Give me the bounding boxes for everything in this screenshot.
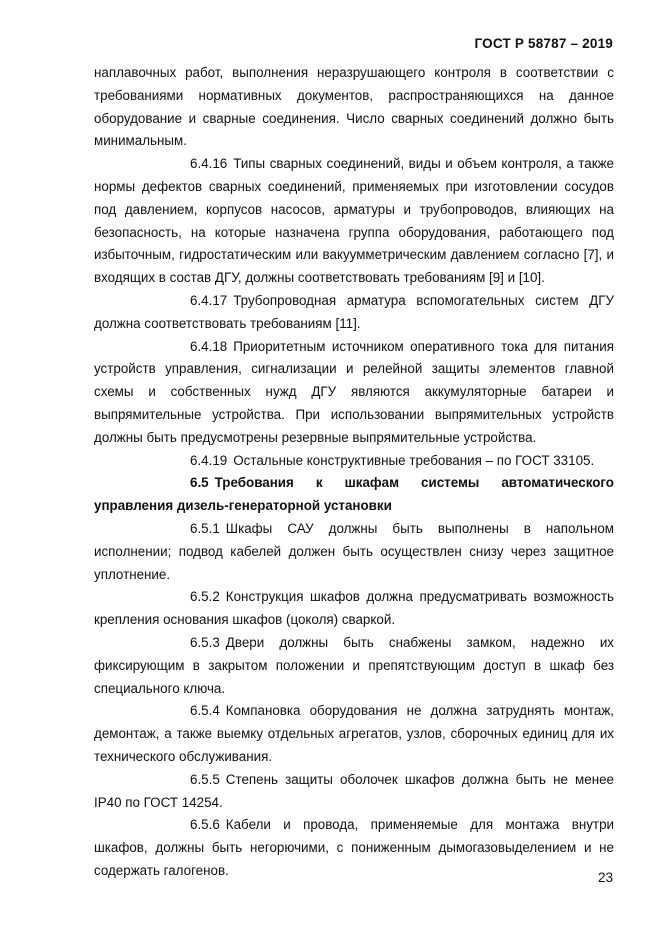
clause-number: 6.4.19 (190, 452, 228, 468)
clause-number: 6.4.17 (190, 292, 228, 308)
clause-text: Остальные конструктивные требования – по ГОСТ 33105. (233, 452, 595, 468)
clause-number: 6.5.6 (190, 817, 220, 833)
continuation-paragraph: наплавочных работ, выполнения неразрушающего контроля в соответствии с требованиями нормативных документов, распространяющихся на данное оборудование и сварные соединения. Число сварных соединений должно быть минимальным. (94, 65, 614, 149)
clause-text: Трубопроводная арматура вспомогательных систем ДГУ должна соответствовать требованиям [11]. (94, 292, 614, 331)
document-header: ГОСТ Р 58787 – 2019 (474, 36, 613, 51)
clause-6-4-17 (94, 290, 614, 336)
clause-number: 6.4.16 (190, 156, 228, 172)
clause-text: Конструкция шкафов должна предусматривать возможность крепления основания шкафов (цоколя) сваркой. (94, 589, 614, 628)
section-title: Требования к шкафам системы автоматического управления дизель-генераторной установки (94, 475, 614, 514)
clause-number: 6.5.4 (190, 703, 220, 719)
clause-number: 6.4.18 (190, 338, 228, 354)
clause-6-5-5 (94, 769, 614, 815)
section-heading-6-5 (94, 472, 614, 518)
clause-6-5-1 (94, 518, 614, 586)
clause-6-4-18 (94, 336, 614, 450)
clause-number: 6.5.5 (190, 771, 220, 787)
clause-text: Типы сварных соединений, виды и объем контроля, а также нормы дефектов сварных соединений, применяемых при изготовлении сосудов под давлением, корпусов насосов, арматуры и трубопроводов, влияющих на безопасность, на которые назначена группа оборудования, работающего под избыточным, гидростатическим или вакуумметрическим давлением согласно [7], и входящих в состав ДГУ, должны соответствовать требованиям [9] и [10]. (94, 156, 614, 286)
clause-6-4-19 (94, 450, 614, 473)
clause-text: Компановка оборудования не должна затруднять монтаж, демонтаж, а также выемку отдельных агрегатов, узлов, сборочных единиц для их технического обслуживания. (94, 703, 614, 764)
clause-number: 6.5.3 (190, 634, 220, 650)
clause-text: Шкафы САУ должны быть выполнены в напольном исполнении; подвод кабелей должен быть осуществлен снизу через защитное уплотнение. (94, 520, 614, 582)
clause-6-5-6 (94, 814, 614, 882)
clause-text: Приоритетным источником оперативного тока для питания устройств управления, сигнализации и релейной защиты элементов главной схемы и собственных нужд ДГУ являются аккумуляторные батареи и выпрямительные устройства. При использовании выпрямительных устройств должны быть предусмотрены резервные выпрямительные устройства. (94, 338, 614, 445)
clause-6-5-3 (94, 632, 614, 700)
page-number: 23 (597, 870, 613, 885)
clause-6-4-16 (94, 153, 614, 290)
clause-6-5-2 (94, 586, 614, 632)
clause-text: Степень защиты оболочек шкафов должна быть не менее IP40 по ГОСТ 14254. (94, 771, 614, 810)
clause-text: Кабели и провода, применяемые для монтажа внутри шкафов, должны быть негорючими, с пониженным дымогазовыделением и не содержать галогенов. (94, 817, 614, 878)
section-number: 6.5 (190, 475, 209, 491)
clause-number: 6.5.2 (190, 589, 220, 605)
clause-number: 6.5.1 (190, 520, 220, 536)
clause-text: Двери должны быть снабжены замком, надежно их фиксирующим в закрытом положении и препятствующим доступ в шкаф без специального ключа. (94, 634, 614, 696)
page-body (94, 62, 614, 883)
clause-6-5-4 (94, 700, 614, 768)
